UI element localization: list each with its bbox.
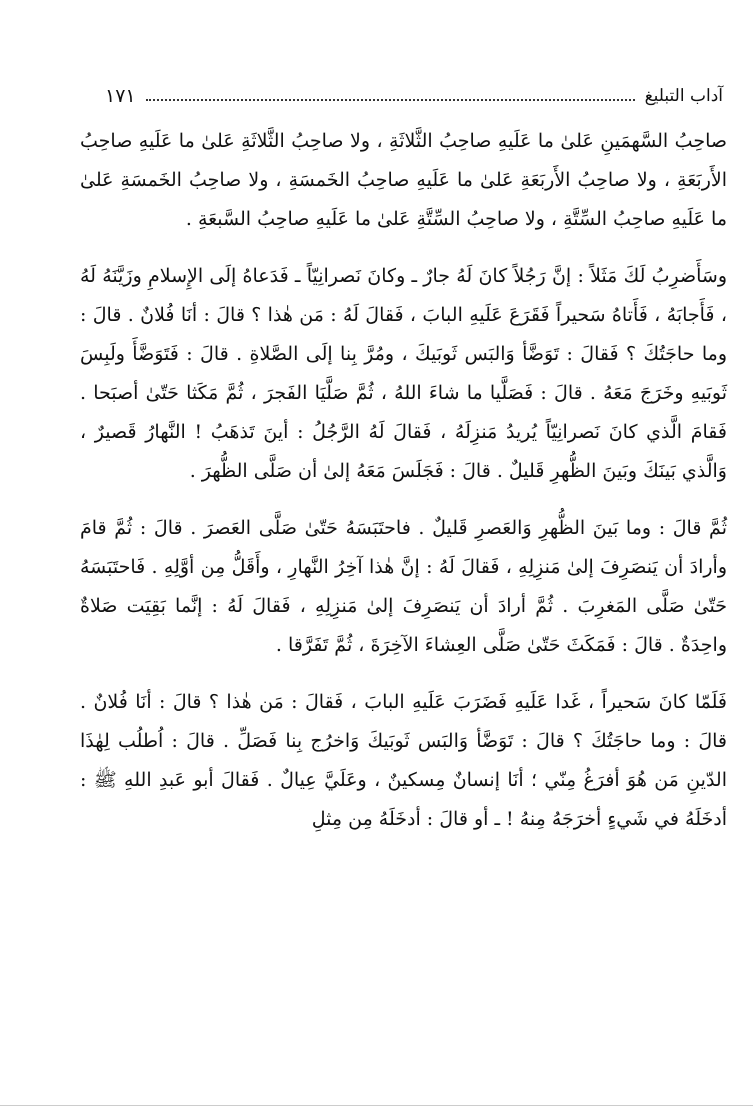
page-body [80, 122, 727, 857]
bottom-rule [0, 1105, 753, 1106]
header-title: آداب التبليغ [644, 86, 723, 106]
paragraph [80, 122, 727, 239]
paragraph [80, 257, 727, 491]
page-number: ١٧١ [105, 85, 136, 107]
header-leader-dots [146, 99, 635, 101]
paragraph-text: صاحِبُ السَّهمَينِ عَلىٰ ما عَلَيهِ صاحِبُ الثَّلاثَةِ ، ولا صاحِبُ الثَّلاثَةِ عَلىٰ ما عَلَيهِ صاحِبُ الأَربَعَةِ ، ولا صاحِبُ الأَربَعَةِ عَلىٰ ما عَلَيهِ صاحِبُ الخَمسَةِ ، ولا صاحِبُ الخَمسَةِ عَلىٰ ما عَلَيهِ صاحِبُ السِّتَّةِ ، ولا صاحِبُ السِّتَّةِ عَلىٰ ما عَلَيهِ صاحِبُ السَّبعَةِ . [80, 130, 727, 230]
paragraph [80, 683, 727, 839]
paragraph-text: فَلَمّا كانَ سَحيراً ، غَدا عَلَيهِ فَضَرَبَ عَلَيهِ البابَ ، فَقالَ : مَن هٰذا ؟ قالَ : أنَا فُلانٌ . قالَ : وما حاجَتُكَ ؟ قالَ : تَوَضَّأ وَالبَس ثَوبَيكَ وَاخرُج بِنا فَصَلِّ . قالَ : اُطلُب لِهٰذَا الدّينِ مَن هُوَ أفرَغُ مِنّي ؛ أنَا إنسانٌ مِسكينٌ ، وعَلَيَّ عِيالٌ . فَقالَ أبو عَبدِ اللهِ ﷺ : أدخَلَهُ في شَيءٍ أخرَجَهُ مِنهُ ! ـ أو قالَ : أدخَلَهُ مِن مِثلِ [80, 691, 727, 830]
paragraph [80, 509, 727, 665]
running-header [105, 76, 723, 116]
paragraph-text: وسَأَضرِبُ لَكَ مَثَلاً : إنَّ رَجُلاً كانَ لَهُ جارٌ ـ وكانَ نَصرانِيّاً ـ فَدَعاهُ إلَى الإِسلامِ وزَيَّنَهُ لَهُ ، فَأَجابَهُ ، فَأَتاهُ سَحيراً فَقَرَعَ عَلَيهِ البابَ ، فَقالَ لَهُ : مَن هٰذا ؟ قالَ : أنَا فُلانٌ . قالَ : وما حاجَتُكَ ؟ فَقالَ : تَوَضَّأ وَالبَس ثَوبَيكَ ، ومُرَّ بِنا إلَى الصَّلاةِ . قالَ : فَتَوَضَّأَ ولَبِسَ ثَوبَيهِ وخَرَجَ مَعَهُ . قالَ : فَصَلَّيا ما شاءَ اللهُ ، ثُمَّ صَلَّيَا الفَجرَ ، ثُمَّ مَكَثا حَتّىٰ أصبَحا . فَقامَ الَّذي كانَ نَصرانِيّاً يُريدُ مَنزِلَهُ ، فَقالَ لَهُ الرَّجُلُ : أينَ تَذهَبُ ! النَّهارُ قَصيرٌ ، وَالَّذي بَينَكَ وبَينَ الظُّهرِ قَليلٌ . قالَ : فَجَلَسَ مَعَهُ إلىٰ أن صَلَّى الظُّهرَ . [80, 265, 727, 482]
paragraph-text: ثُمَّ قالَ : وما بَينَ الظُّهرِ وَالعَصرِ قَليلٌ . فاحتَبَسَهُ حَتّىٰ صَلَّى العَصرَ . قالَ : ثُمَّ قامَ وأرادَ أن يَنصَرِفَ إلىٰ مَنزِلِهِ ، فَقالَ لَهُ : إنَّ هٰذا آخِرُ النَّهارِ ، وأَقَلُّ مِن أوَّلِهِ . فَاحتَبَسَهُ حَتّىٰ صَلَّى المَغرِبَ . ثُمَّ أرادَ أن يَنصَرِفَ إلىٰ مَنزِلِهِ ، فَقالَ لَهُ : إنَّما بَقِيَت صَلاةٌ واحِدَةٌ . قالَ : فَمَكَثَ حَتّىٰ صَلَّى العِشاءَ الآخِرَةَ ، ثُمَّ تَفَرَّقا . [80, 517, 727, 656]
